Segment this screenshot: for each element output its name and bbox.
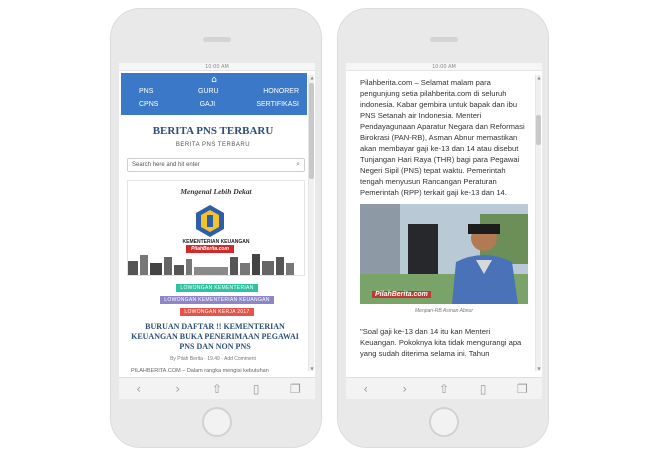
article-quote: "Soal gaji ke-13 dan 14 itu kan Menteri Keuangan. Pokoknya kita tidak mengurangi apa yang sudah diterima selama ini. Tahun	[360, 327, 522, 358]
tabs-icon[interactable]: ❐	[289, 381, 301, 396]
status-bar: 10:00 AM	[119, 63, 315, 71]
article-body: Pilahberita.com – Selamat malam para pengunjung setia pilahberita.com di seluruh indonesia. Kabar gembira untuk bapak dan ibu PNS Setanah air Indonesia. Menteri Pendayagunaan Aparatur Negara dan Reformasi Birokrasi (PAN-RB), Asman Abnur memastikan akan membayar gaji ke-13 dan 14 atau disebut Tunjangan Hari Raya (THR) bagi para Pegawai Negeri Sipil (PNS) tepat waktu. Pemerintah tengah menyusun Rancangan Peraturan Pemerintah (RPP) terkait gaji ke-13 dan 14.	[360, 78, 525, 197]
nav-item-sertifikasi[interactable]: SERTIFIKASI	[256, 101, 299, 108]
top-nav	[121, 73, 307, 115]
post-excerpt: PILAHBERITA.COM – Dalam rangka mengisi kebutuhan	[131, 368, 269, 374]
kemenkeu-logo-icon	[192, 203, 228, 239]
scroll-down-icon[interactable]: ▼	[310, 366, 314, 371]
home-button[interactable]	[429, 407, 459, 437]
ad-brand: PilahBerita.com	[186, 245, 234, 253]
scroll-up-icon[interactable]: ▲	[310, 75, 314, 80]
bookmarks-icon[interactable]: ▯	[252, 381, 260, 396]
home-button[interactable]	[202, 407, 232, 437]
site-subtitle: BERITA PNS TERBARU	[175, 142, 251, 148]
nav-item-guru[interactable]: GURU	[198, 88, 219, 95]
forward-icon[interactable]: ›	[402, 381, 408, 396]
browser-toolbar	[346, 377, 542, 399]
scrollbar-thumb[interactable]	[309, 83, 314, 179]
post-meta: By Pilah Berita · 19.49 · Add Comment	[170, 356, 256, 362]
nav-item-honorer[interactable]: HONORER	[263, 88, 299, 95]
back-icon[interactable]: ‹	[136, 381, 141, 396]
photo-watermark: PilahBerita.com	[372, 291, 431, 298]
tag-lowongan-kementerian[interactable]: LOWONGAN KEMENTERIAN	[176, 284, 258, 292]
forward-icon[interactable]: ›	[175, 381, 181, 396]
nav-item-gaji[interactable]: GAJI	[199, 101, 216, 108]
screen-left	[119, 63, 315, 399]
photo-image	[360, 204, 528, 304]
nav-item-pns[interactable]: PNS	[139, 88, 154, 95]
status-bar: 10:00 AM	[346, 63, 542, 71]
screen-right	[346, 63, 542, 399]
city-skyline-icon	[128, 251, 294, 275]
back-icon[interactable]: ‹	[363, 381, 368, 396]
article-photo	[360, 204, 528, 304]
scrollbar[interactable]	[308, 75, 314, 371]
phone-right	[337, 8, 549, 448]
speaker	[430, 37, 458, 42]
scrollbar-thumb[interactable]	[536, 115, 541, 145]
ad-heading: Mengenal Lebih Dekat	[180, 187, 252, 196]
search-icon[interactable]: ⌕	[296, 161, 300, 168]
tag-lowongan-kerja-2017[interactable]: LOWONGAN KERJA 2017	[180, 308, 254, 316]
search-placeholder: Search here and hit enter	[132, 162, 200, 168]
photo-caption: Menpan-RB Asman Abnur	[415, 308, 473, 314]
browser-toolbar	[119, 377, 315, 399]
site-title[interactable]: BERITA PNS TERBARU	[152, 125, 274, 137]
bookmarks-icon[interactable]: ▯	[479, 381, 487, 396]
phone-left	[110, 8, 322, 448]
nav-item-cpns[interactable]: CPNS	[139, 101, 159, 108]
tabs-icon[interactable]: ❐	[516, 381, 528, 396]
ad-banner[interactable]	[127, 180, 305, 276]
post-title[interactable]: BURUAN DAFTAR !! KEMENTERIAN KEUANGAN BUKA PENERIMAAN PEGAWAI PNS DAN NON PNS	[131, 322, 299, 351]
tag-lowongan-kementerian-keuangan[interactable]: LOWONGAN KEMENTERIAN KEUANGAN	[160, 296, 274, 304]
home-icon[interactable]: ⌂	[211, 75, 217, 85]
ad-org: KEMENTERIAN KEUANGAN	[182, 239, 250, 245]
share-icon[interactable]: ⇧	[211, 381, 222, 396]
speaker	[203, 37, 231, 42]
scroll-down-icon[interactable]: ▼	[537, 366, 541, 371]
scrollbar[interactable]	[535, 75, 541, 371]
scroll-up-icon[interactable]: ▲	[537, 75, 541, 80]
search-input[interactable]	[127, 158, 305, 172]
share-icon[interactable]: ⇧	[438, 381, 449, 396]
